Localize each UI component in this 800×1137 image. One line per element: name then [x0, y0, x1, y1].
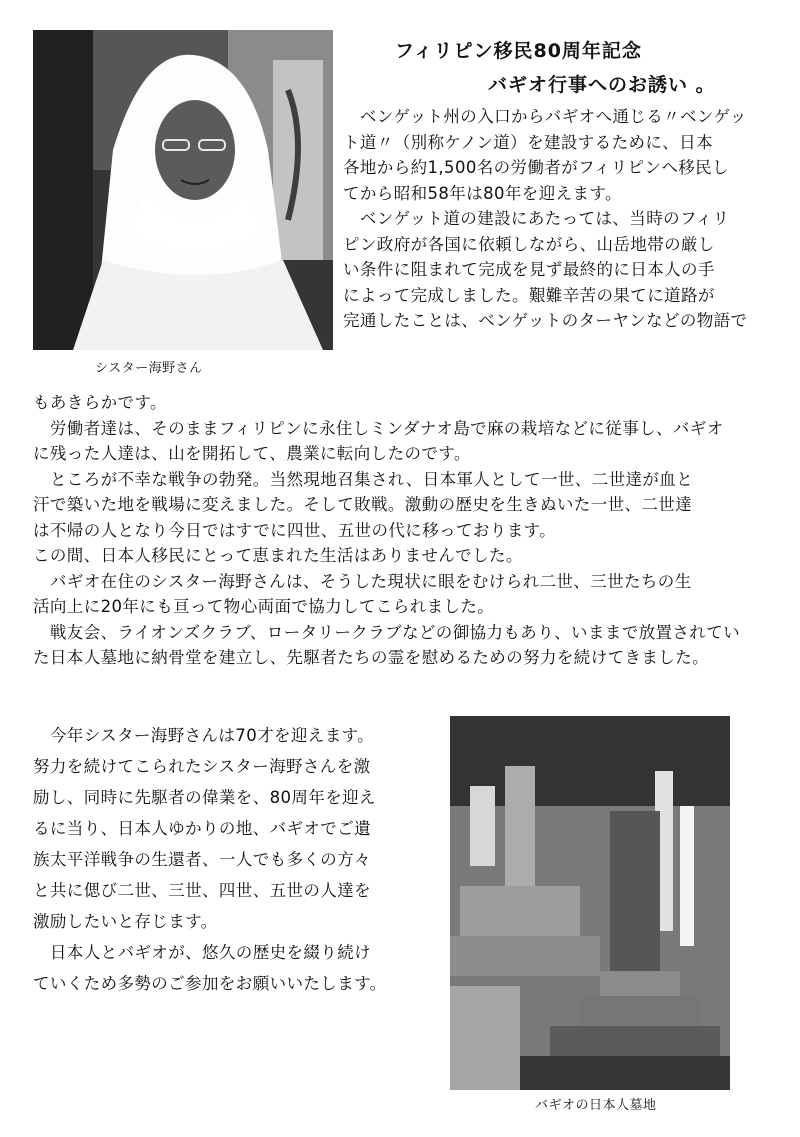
text-line: 努力を続けてこられたシスター海野さんを激 — [33, 757, 371, 776]
text-line: バギオ在住のシスター海野さんは、そうした現状に眼をむけられ二世、三世たちの生 — [33, 571, 692, 591]
text-line: 戦友会、ライオンズクラブ、ロータリークラブなどの御協力もあり、いままで放置されてい — [33, 622, 740, 642]
intro-column-text — [343, 104, 747, 334]
text-line: 日本人とバギオが、悠久の歴史を綴り続け — [33, 943, 371, 962]
text-line: は不帰の人となり今日ではすでに四世、五世の代に移っております。 — [33, 520, 557, 540]
text-line: い条件に阻まれて完成を見ず最終的に日本人の手 — [343, 260, 715, 279]
text-line: ベンゲット道の建設にあたっては、当時のフィリ — [343, 209, 730, 228]
text-line: に残った人達は、山を開拓して、農業に転向したのです。 — [33, 444, 471, 463]
text-line: ていくため多勢のご参加をお願いいたします。 — [33, 974, 387, 993]
text-line: この間、日本人移民にとって恵まれた生活はありませんでした。 — [33, 546, 523, 565]
text-line: 活向上に20年にも亘って物心両面で協力してこられました。 — [33, 597, 495, 616]
page-title-line1: フィリピン移民80周年記念 — [395, 40, 642, 62]
sister-unno-photo — [33, 30, 333, 350]
sister-photo-caption: シスター海野さん — [95, 361, 203, 376]
text-line: ピン政府が各国に依頼しながら、山岳地帯の厳し — [343, 234, 715, 254]
text-line: もあきらかです。 — [33, 393, 167, 412]
text-line: た日本人墓地に納骨堂を建立し、先駆者たちの霊を慰めるための努力を続けてきました。 — [33, 648, 709, 667]
text-line: 激励したいと存じます。 — [33, 912, 218, 931]
text-line: 汗で築いた地を戦場に変えました。そして敗戦。激動の歴史を生きぬいた一世、二世達 — [33, 495, 693, 514]
text-line: るに当り、日本人ゆかりの地、バギオでご遺 — [33, 819, 371, 838]
page-title-line2: バギオ行事へのお誘い 。 — [488, 74, 716, 96]
text-line: ト道〃（別称ケノン道）を建設するために、日本 — [343, 132, 713, 152]
text-line: てから昭和58年は80年を迎えます。 — [343, 183, 622, 203]
text-line: 完通したことは、ベンゲットのターヤンなどの物語で — [343, 311, 748, 330]
baguio-cemetery-photo — [450, 716, 730, 1090]
closing-column-text — [33, 720, 387, 999]
text-line: 各地から約1,500名の労働者がフィリピンへ移民し — [343, 158, 729, 177]
text-line: 族太平洋戦争の生還者、一人でも多くの方々 — [33, 850, 371, 869]
text-line: 労働者達は、そのままフィリピンに永住しミンダナオ島で麻の栽培などに従事し、バギオ — [33, 418, 724, 438]
text-line: と共に偲び二世、三世、四世、五世の人達を — [33, 881, 371, 900]
text-line: 今年シスター海野さんは70才を迎えます。 — [33, 726, 375, 745]
text-line: 励し、同時に先駆者の偉業を、80周年を迎え — [33, 788, 376, 807]
text-line: によって完成しました。艱難辛苦の果てに道路が — [343, 285, 715, 305]
main-body-text — [33, 390, 740, 671]
text-line: ベンゲット州の入口からバギオへ通じる〃ベンゲッ — [343, 107, 747, 126]
text-line: ところが不幸な戦争の勃発。当然現地召集され、日本軍人として一世、二世達が血と — [33, 469, 694, 489]
cemetery-photo-caption: バギオの日本人墓地 — [535, 1098, 657, 1113]
